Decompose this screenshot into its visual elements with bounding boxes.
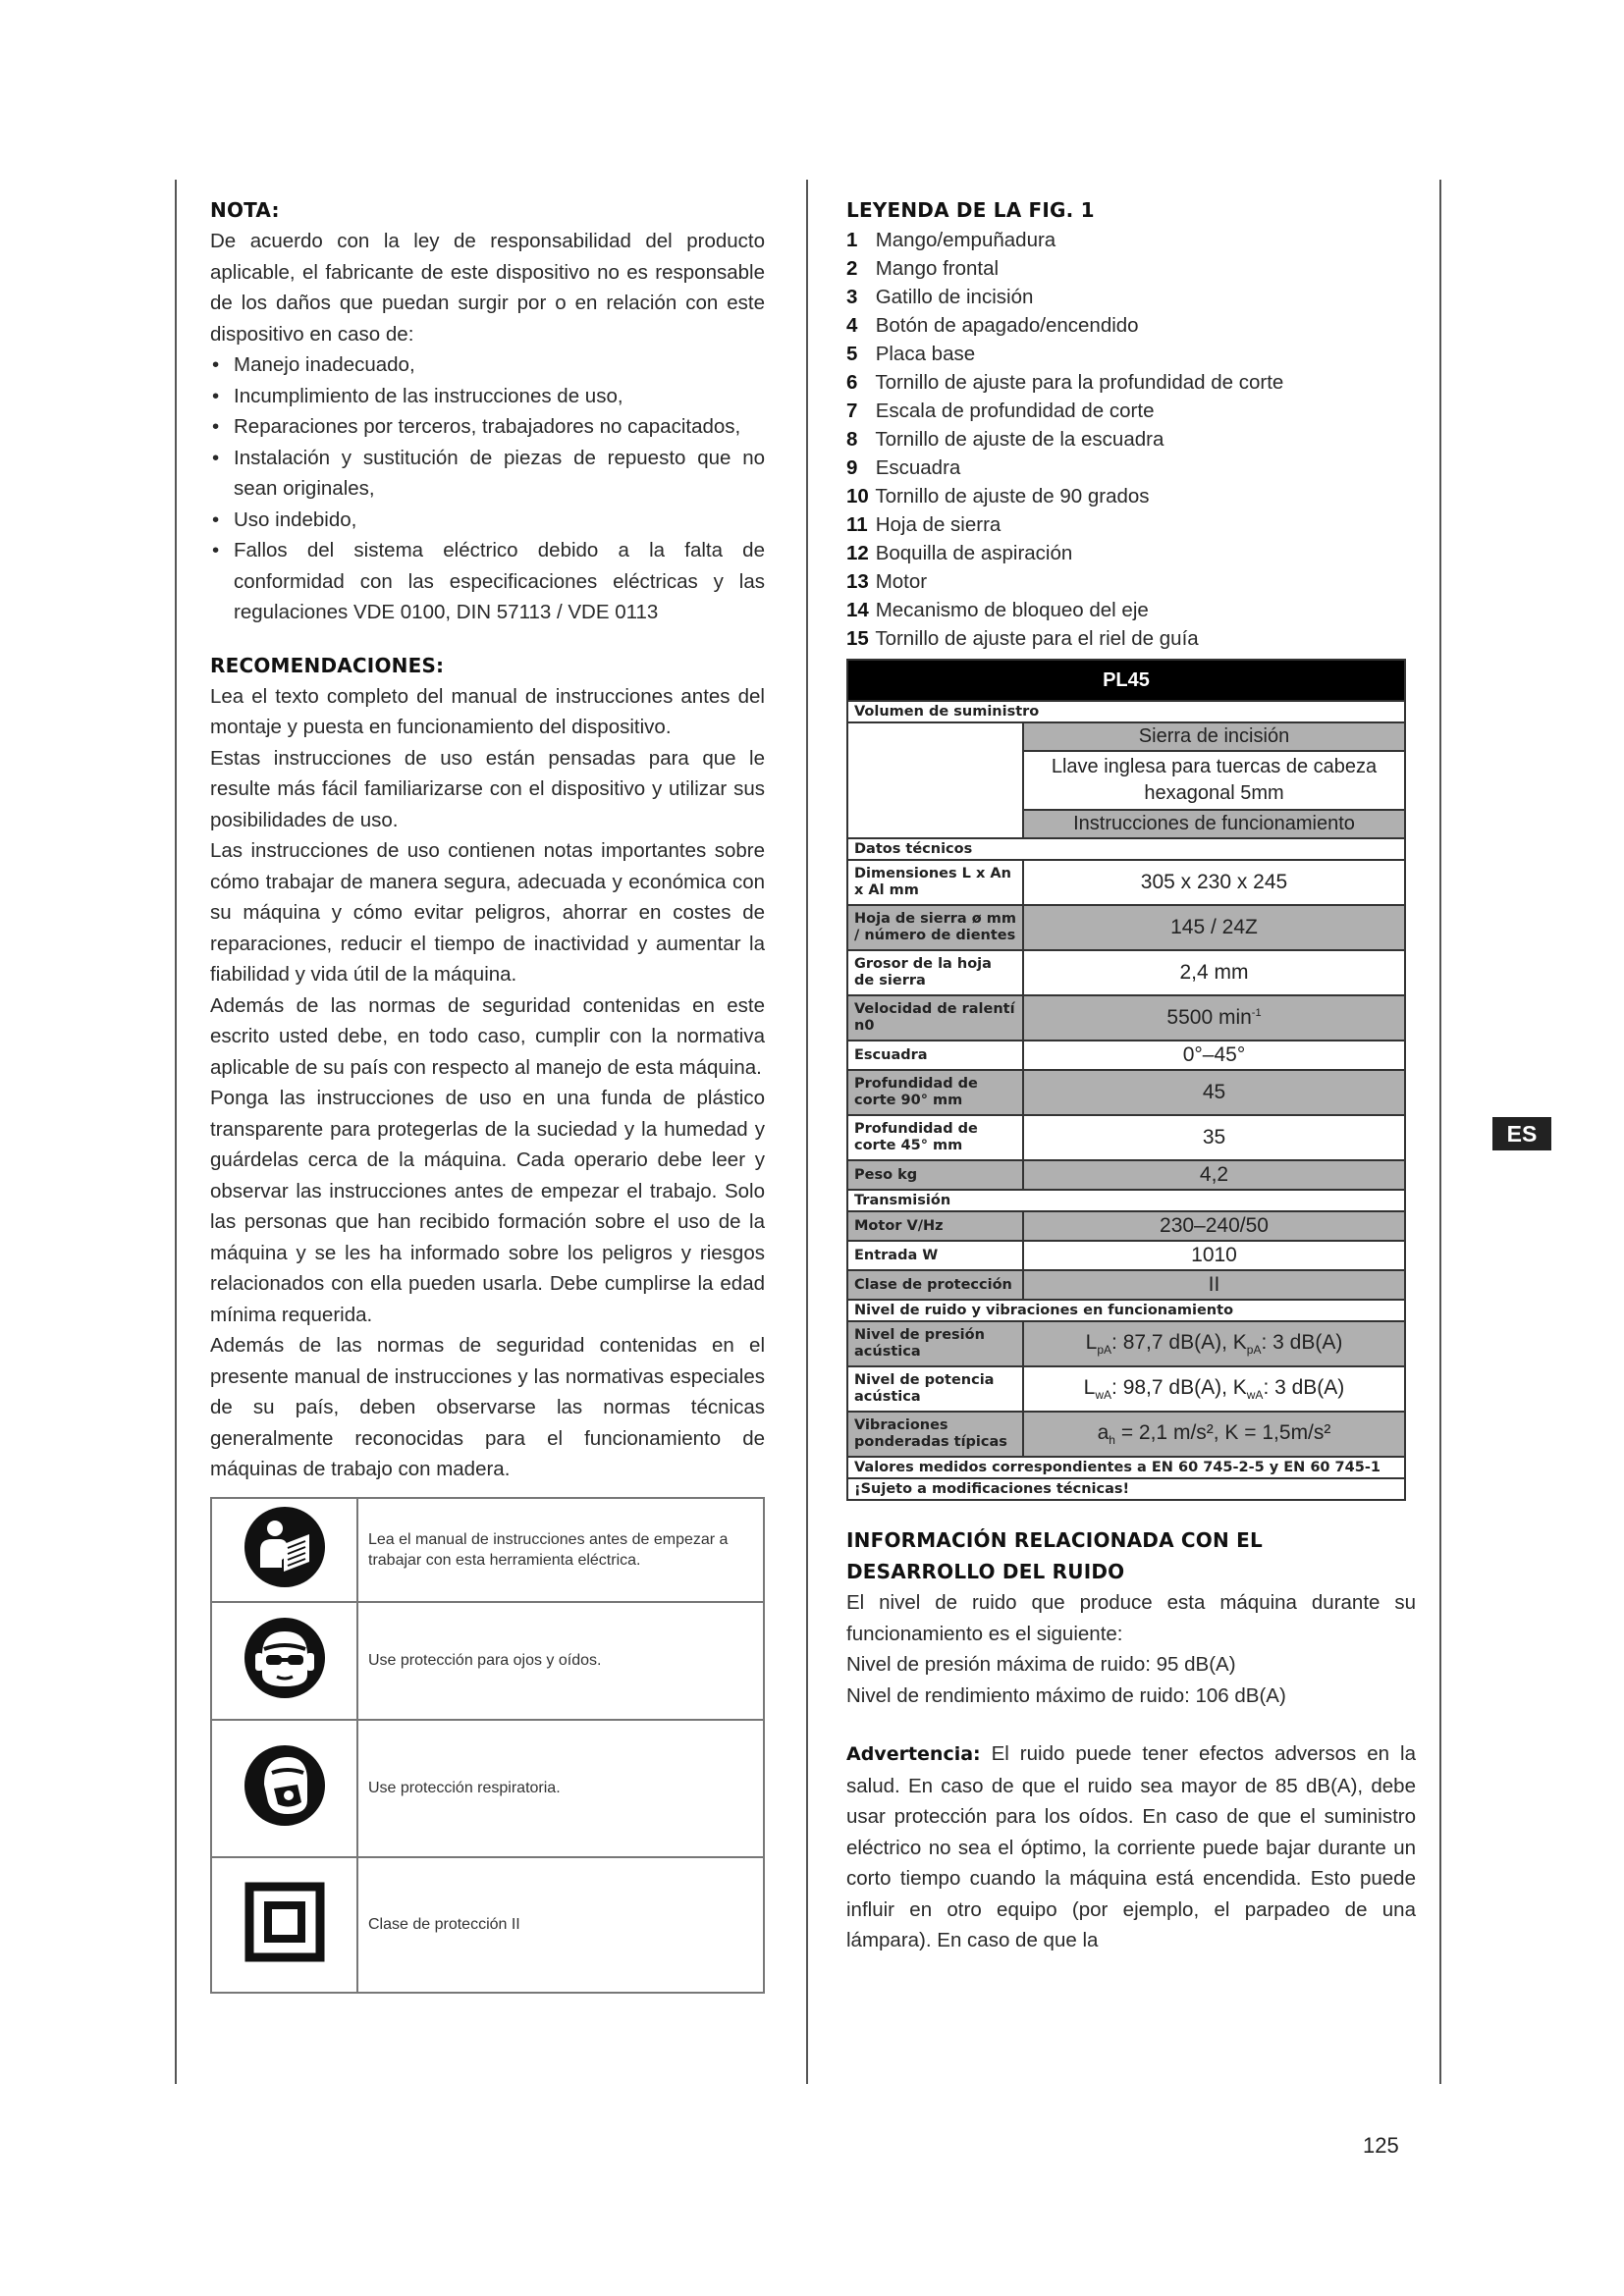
protection-class-ii-icon	[211, 1857, 357, 1993]
table-row	[847, 1070, 1405, 1115]
list-item: 13 Motor	[846, 570, 928, 593]
list-item: 10 Tornillo de ajuste de 90 grados	[846, 485, 1150, 507]
right-margin-rule	[1439, 180, 1441, 2084]
table-row	[847, 1478, 1405, 1500]
spec-value: 4,2	[1023, 1160, 1405, 1190]
spec-label: Velocidad de ralentí n0	[847, 995, 1023, 1041]
legend-list	[846, 226, 1416, 653]
table-row	[847, 1300, 1405, 1321]
spec-value: $a_h = 2,1$ m/s², K = 1,5m/s²	[1023, 1412, 1405, 1457]
spec-value: 35	[1023, 1115, 1405, 1160]
list-item: 1 Mango/empuñadura	[846, 229, 1056, 251]
section-label: Datos técnicos	[847, 838, 1405, 860]
paragraph: Lea el texto completo del manual de instrucciones antes del montaje y puesta en funcionamiento del dispositivo.	[210, 684, 765, 738]
table-row	[847, 722, 1405, 751]
paragraph: Nivel de presión máxima de ruido: 95 dB(A)	[846, 1653, 1236, 1676]
icon-description: Clase de protección II	[357, 1857, 764, 1993]
list-item: 12 Boquilla de aspiración	[846, 542, 1073, 564]
leyenda-heading: LEYENDA DE LA FIG. 1	[846, 198, 1095, 222]
spec-label: Hoja de sierra ø mm / número de dientes	[847, 905, 1023, 950]
supply-item: Llave inglesa para tuercas de cabeza hexagonal 5mm	[1023, 751, 1405, 810]
spec-value: II	[1023, 1270, 1405, 1300]
supply-item: Sierra de incisión	[1023, 722, 1405, 751]
spec-value: 0°–45°	[1023, 1041, 1405, 1070]
icon-description: Use protección respiratoria.	[357, 1720, 764, 1857]
spec-label: Vibraciones ponderadas típicas	[847, 1412, 1023, 1457]
spec-label: Profundidad de corte 45° mm	[847, 1115, 1023, 1160]
spec-value: 145 / 24Z	[1023, 905, 1405, 950]
spec-value: 305 x 230 x 245	[1023, 860, 1405, 905]
list-item: • Reparaciones por terceros, trabajadores no capacitados,	[210, 411, 765, 443]
paragraph: Ponga las instrucciones de uso en una funda de plástico transparente para protegerlas de la suciedad y la humedad y guárdelas cerca de la máquina. Cada operario debe leer y observar las instrucciones antes de empezar el trabajo. Solo las personas que han recibido formación sobre el uso de la máquina y se les ha informado sobre los peligros y riesgos relacionados con ella pueden usarla. Debe cumplirse la edad mínima requerida.	[210, 1087, 765, 1326]
list-item: 6 Tornillo de ajuste para la profundidad de corte	[846, 371, 1284, 394]
spec-label: Motor V/Hz	[847, 1211, 1023, 1241]
table-row	[847, 838, 1405, 860]
empty-cell	[847, 722, 1023, 838]
ruido-heading: INFORMACIÓN RELACIONADA CON EL DESARROLLO DEL RUIDO	[846, 1528, 1263, 1583]
spec-value: $L_{wA}$: 98,7 dB(A), $K_{wA}$: 3 dB(A)	[1023, 1366, 1405, 1412]
table-row	[847, 1160, 1405, 1190]
warning-paragraph: Advertencia: El ruido puede tener efectos adversos en la salud. En caso de que el ruido sea mayor de 85 dB(A), debe usar protección para los oídos. En caso de que el suministro eléctrico no sea el óptimo, la corriente puede bajar durante un corto tiempo cuando la máquina está encendida. Esto puede influir en otro equipo (por ejemplo, el parpadeo de una lámpara). En caso de que la	[846, 1742, 1416, 1951]
nota-heading: NOTA:	[210, 198, 280, 222]
table-row	[211, 1857, 764, 1993]
icon-description: Lea el manual de instrucciones antes de empezar a trabajar con esta herramienta eléctrica.	[357, 1498, 764, 1602]
supply-item: Instrucciones de funcionamiento	[1023, 810, 1405, 838]
nota-list	[210, 349, 765, 628]
spec-label: Grosor de la hoja de sierra	[847, 950, 1023, 995]
spec-label: Profundidad de corte 90° mm	[847, 1070, 1023, 1115]
table-row	[847, 1412, 1405, 1457]
list-item: • Manejo inadecuado,	[210, 349, 765, 381]
list-item: • Instalación y sustitución de piezas de repuesto que no sean originales,	[210, 443, 765, 505]
table-row	[847, 1321, 1405, 1366]
read-manual-icon	[211, 1498, 357, 1602]
paragraph: Nivel de rendimiento máximo de ruido: 106 dB(A)	[846, 1683, 1286, 1707]
table-row	[847, 950, 1405, 995]
spec-value: 1010	[1023, 1241, 1405, 1270]
list-item: 11 Hoja de sierra	[846, 513, 1001, 536]
table-row	[211, 1498, 764, 1602]
table-row	[847, 1115, 1405, 1160]
table-row	[847, 1457, 1405, 1478]
table-row	[847, 1270, 1405, 1300]
specifications-table	[846, 659, 1406, 1501]
list-item: 7 Escala de profundidad de corte	[846, 400, 1155, 422]
table-row	[847, 1366, 1405, 1412]
paragraph: Además de las normas de seguridad contenidas en este escrito usted debe, en todo caso, cumplir con la normativa aplicable de su país con respecto al manejo de esta máquina.	[210, 993, 765, 1079]
spec-label: Dimensiones L x An x Al mm	[847, 860, 1023, 905]
right-column	[846, 194, 1416, 1956]
table-row	[847, 995, 1405, 1041]
spec-value: 230–240/50	[1023, 1211, 1405, 1241]
page-number: 125	[1363, 2133, 1399, 2158]
spec-label: Entrada W	[847, 1241, 1023, 1270]
table-row	[211, 1720, 764, 1857]
model-header: PL45	[847, 660, 1405, 701]
table-row	[211, 1602, 764, 1720]
left-margin-rule	[175, 180, 177, 2084]
paragraph: Además de las normas de seguridad contenidas en el presente manual de instrucciones y las normativas especiales de su país, deben observarse las normas técnicas generalmente reconocidas para el funcionamiento de máquinas de trabajo con madera.	[210, 1334, 765, 1480]
table-row	[847, 1041, 1405, 1070]
spec-label: Nivel de potencia acústica	[847, 1366, 1023, 1412]
list-item: 9 Escuadra	[846, 456, 961, 479]
spec-label: Clase de protección	[847, 1270, 1023, 1300]
section-label: Valores medidos correspondientes a EN 60 745-2-5 y EN 60 745-1	[847, 1457, 1405, 1478]
section-label: Volumen de suministro	[847, 701, 1405, 722]
safety-icons-table	[210, 1497, 765, 1994]
list-item: • Uso indebido,	[210, 505, 765, 536]
spec-value: 45	[1023, 1070, 1405, 1115]
spec-value: $L_{pA}$: 87,7 dB(A), $K_{pA}$: 3 dB(A)	[1023, 1321, 1405, 1366]
language-tab: ES	[1492, 1117, 1551, 1150]
spec-value: 5500 $\min^{-1}$	[1023, 995, 1405, 1041]
table-row	[847, 701, 1405, 722]
paragraph: Las instrucciones de uso contienen notas importantes sobre cómo trabajar de manera segura, adecuada y económica con su máquina y cómo evitar peligros, ahorrar en costes de reparaciones, reducir el tiempo de inactividad y aumentar la fiabilidad y vida útil de la máquina.	[210, 839, 765, 986]
center-rule	[806, 180, 808, 2084]
list-item: • Incumplimiento de las instrucciones de uso,	[210, 381, 765, 412]
eye-ear-protection-icon	[211, 1602, 357, 1720]
table-row	[847, 660, 1405, 701]
list-item: 8 Tornillo de ajuste de la escuadra	[846, 428, 1164, 451]
nota-intro: De acuerdo con la ley de responsabilidad del producto aplicable, el fabricante de este dispositivo no es responsable de los daños que puedan surgir por o en relación con este dispositivo en caso de:	[210, 230, 765, 346]
table-row	[847, 1241, 1405, 1270]
table-row	[847, 860, 1405, 905]
paragraph: Estas instrucciones de uso están pensadas para que le resulte más fácil familiarizarse con el dispositivo y utilizar sus posibilidades de uso.	[210, 746, 765, 831]
respiratory-protection-icon	[211, 1720, 357, 1857]
paragraph: El nivel de ruido que produce esta máquina durante su funcionamiento es el siguiente:	[846, 1591, 1416, 1645]
section-label: Transmisión	[847, 1190, 1405, 1211]
left-column	[210, 194, 765, 1994]
list-item: • Fallos del sistema eléctrico debido a la falta de conformidad con las especificaciones eléctricas y las regulaciones VDE 0100, DIN 57113 / VDE 0113	[210, 535, 765, 628]
spec-value: 2,4 mm	[1023, 950, 1405, 995]
list-item: 4 Botón de apagado/encendido	[846, 314, 1139, 337]
list-item: 5 Placa base	[846, 343, 976, 365]
table-row	[847, 1211, 1405, 1241]
icon-description: Use protección para ojos y oídos.	[357, 1602, 764, 1720]
recomendaciones-heading: RECOMENDACIONES:	[210, 653, 445, 677]
section-label: Nivel de ruido y vibraciones en funcionamiento	[847, 1300, 1405, 1321]
list-item: 3 Gatillo de incisión	[846, 286, 1034, 308]
table-row	[847, 905, 1405, 950]
spec-label: Peso kg	[847, 1160, 1023, 1190]
list-item: 15 Tornillo de ajuste para el riel de guía	[846, 627, 1199, 650]
list-item: 14 Mecanismo de bloqueo del eje	[846, 599, 1149, 621]
section-label: ¡Sujeto a modificaciones técnicas!	[847, 1478, 1405, 1500]
list-item: 2 Mango frontal	[846, 257, 1000, 280]
table-row	[847, 1190, 1405, 1211]
spec-label: Escuadra	[847, 1041, 1023, 1070]
spec-label: Nivel de presión acústica	[847, 1321, 1023, 1366]
